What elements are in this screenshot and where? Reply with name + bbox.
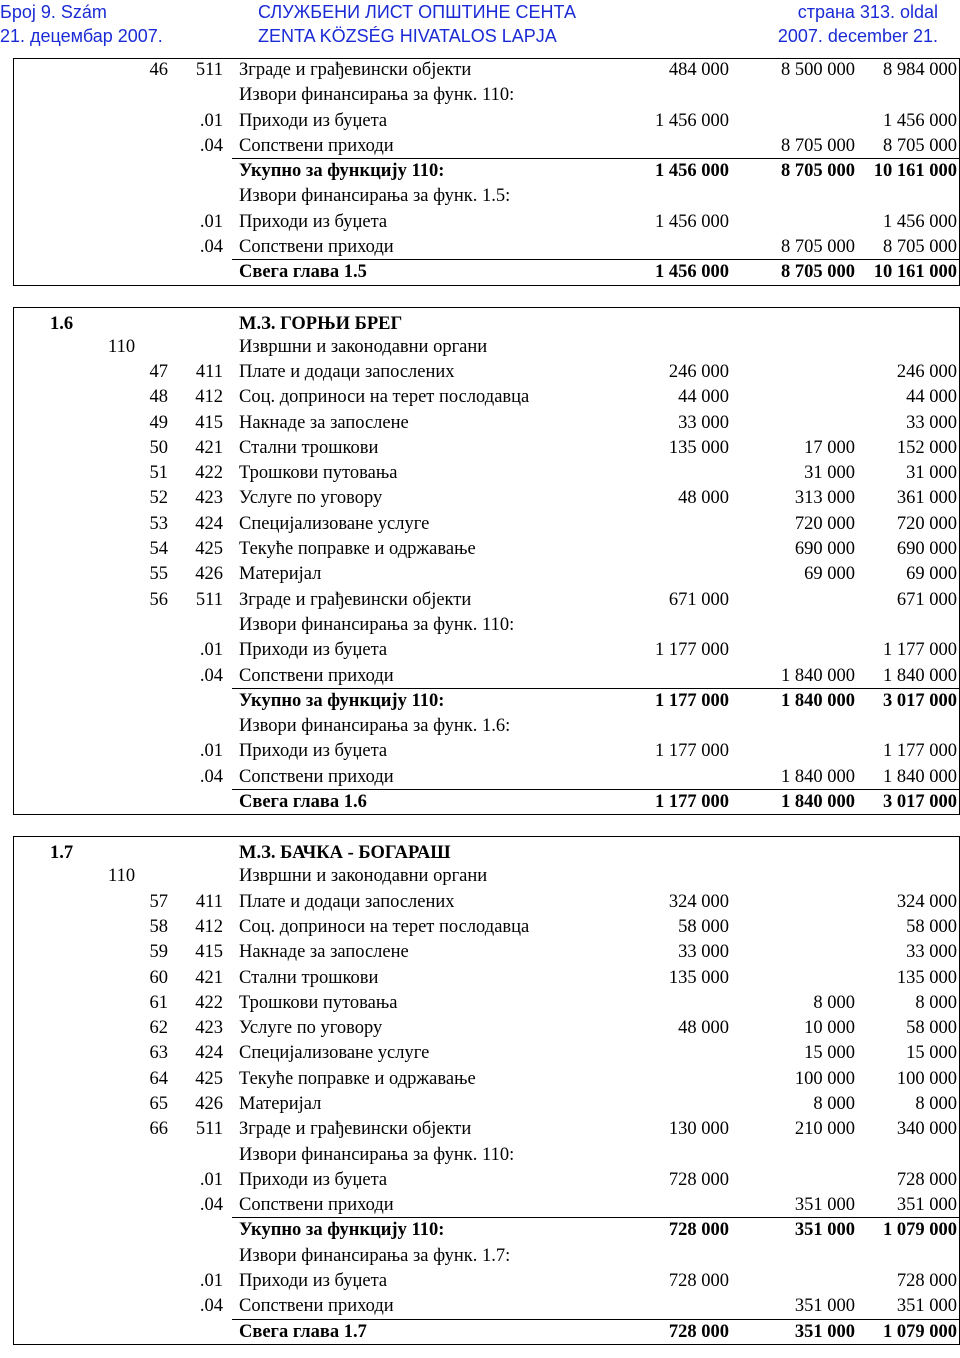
row-description: Текуће поправке и одржавање — [239, 1068, 476, 1089]
row-number: 48 — [149, 387, 168, 408]
own-revenue-value: 1 840 000 — [781, 665, 855, 686]
budget-value: 1 456 000 — [655, 161, 729, 182]
own-revenue-value: 1 840 000 — [781, 766, 855, 787]
row-description: Зграде и грађевински објекти — [239, 1119, 472, 1140]
budget-value: 1 177 000 — [655, 690, 729, 711]
date-hu: 2007. december 21. — [777, 26, 938, 46]
row-number: 52 — [149, 488, 168, 509]
function-code: 110 — [108, 866, 136, 887]
section-gap — [0, 286, 960, 307]
row-description: Извори финансирања за функ. 110: — [239, 1144, 515, 1165]
row-description: Сопствени приходи — [239, 766, 394, 787]
own-revenue-value: 8 500 000 — [781, 60, 855, 80]
row-description: Сопствени приходи — [239, 135, 394, 156]
economic-code: 511 — [195, 1119, 223, 1140]
row-description: Соц. доприноси на терет послодавца — [239, 387, 530, 408]
total-value: 135 000 — [896, 967, 957, 988]
table-frame — [13, 836, 960, 1345]
own-revenue-value: 10 000 — [804, 1018, 855, 1039]
section-title: М.З. ГОРЊИ БРЕГ — [239, 313, 403, 334]
economic-code: 425 — [195, 1068, 223, 1089]
budget-value: 48 000 — [678, 1018, 729, 1039]
economic-code: 421 — [195, 437, 223, 458]
section-title: М.З. БАЧКА - БОГАРАШ — [239, 843, 451, 864]
economic-code: 422 — [195, 992, 223, 1013]
economic-code: 425 — [195, 539, 223, 560]
total-value: 3 017 000 — [883, 792, 957, 813]
budget-value: 728 000 — [668, 1271, 729, 1292]
budget-value: 324 000 — [668, 891, 729, 912]
total-value: 1 177 000 — [883, 640, 957, 661]
row-description: Приходи из буџета — [239, 640, 388, 661]
total-value: 1 177 000 — [883, 741, 957, 762]
budget-value: 1 177 000 — [655, 792, 729, 813]
total-value: 3 017 000 — [883, 690, 957, 711]
row-number: 55 — [149, 564, 168, 585]
economic-code: .01 — [199, 640, 223, 661]
own-revenue-value: 31 000 — [804, 463, 855, 484]
economic-code: 511 — [195, 589, 223, 610]
economic-code: .04 — [199, 1195, 223, 1216]
budget-value: 1 456 000 — [655, 211, 729, 232]
economic-code: 426 — [195, 564, 223, 585]
row-number: 63 — [149, 1043, 168, 1064]
section-number: 1.6 — [50, 313, 74, 334]
own-revenue-value: 1 840 000 — [781, 690, 855, 711]
budget-value: 130 000 — [668, 1119, 729, 1140]
total-value: 10 161 000 — [873, 262, 957, 283]
row-number: 49 — [149, 412, 168, 433]
own-revenue-value: 690 000 — [794, 539, 855, 560]
budget-value: 246 000 — [668, 361, 729, 382]
total-value: 351 000 — [896, 1195, 957, 1216]
total-value: 15 000 — [906, 1043, 957, 1064]
economic-code: .04 — [199, 237, 223, 258]
total-value: 8 984 000 — [883, 60, 957, 80]
own-revenue-value: 8 705 000 — [781, 262, 855, 283]
row-description: Накнаде за запослене — [239, 412, 409, 433]
row-number: 59 — [149, 942, 168, 963]
row-description: Укупно за функцију 110: — [239, 161, 445, 182]
issue-number: Број 9. Szám — [0, 2, 107, 22]
row-description: Извори финансирања за функ. 110: — [239, 85, 515, 106]
row-number: 65 — [149, 1093, 168, 1114]
table-frame — [13, 307, 960, 815]
row-description: Услуге по уговору — [239, 1018, 383, 1039]
page-header — [0, 0, 960, 52]
economic-code: .01 — [199, 110, 223, 131]
budget-value: 44 000 — [678, 387, 729, 408]
budget-value: 135 000 — [668, 437, 729, 458]
economic-code: 426 — [195, 1093, 223, 1114]
budget-value: 728 000 — [668, 1321, 729, 1342]
budget-value: 1 456 000 — [655, 262, 729, 283]
total-value: 340 000 — [896, 1119, 957, 1140]
gazette-title-sr: СЛУЖБЕНИ ЛИСТ ОПШТИНЕ СЕНТА — [258, 2, 576, 22]
section-gap — [0, 815, 960, 836]
row-description: Текуће поправке и одржавање — [239, 539, 476, 560]
total-value: 720 000 — [896, 513, 957, 534]
total-value: 1 456 000 — [883, 211, 957, 232]
total-value: 1 840 000 — [883, 665, 957, 686]
total-value: 8 000 — [915, 1093, 957, 1114]
row-description: Извори финансирања за функ. 1.6: — [239, 716, 511, 737]
economic-code: .04 — [199, 1296, 223, 1317]
total-value: 1 079 000 — [883, 1321, 957, 1342]
total-value: 1 079 000 — [883, 1220, 957, 1241]
budget-table — [0, 58, 960, 1345]
page-number: страна 313. oldal — [797, 2, 938, 22]
economic-code: 412 — [195, 916, 223, 937]
row-description: Соц. доприноси на терет послодавца — [239, 916, 530, 937]
budget-value: 33 000 — [678, 412, 729, 433]
row-description: Сопствени приходи — [239, 237, 394, 258]
own-revenue-value: 8 000 — [813, 992, 855, 1013]
budget-value: 33 000 — [678, 942, 729, 963]
own-revenue-value: 1 840 000 — [781, 792, 855, 813]
budget-value: 135 000 — [668, 967, 729, 988]
own-revenue-value: 8 000 — [813, 1093, 855, 1114]
economic-code: .04 — [199, 665, 223, 686]
budget-value: 484 000 — [668, 60, 729, 80]
economic-code: 511 — [195, 60, 223, 80]
total-value: 728 000 — [896, 1271, 957, 1292]
row-description: Сопствени приходи — [239, 665, 394, 686]
row-description: Укупно за функцију 110: — [239, 690, 445, 711]
total-value: 100 000 — [896, 1068, 957, 1089]
row-description: Зграде и грађевински објекти — [239, 589, 472, 610]
budget-value: 48 000 — [678, 488, 729, 509]
economic-code: 415 — [195, 942, 223, 963]
row-description: Приходи из буџета — [239, 211, 388, 232]
row-description: Свега глава 1.7 — [239, 1321, 367, 1342]
economic-code: 415 — [195, 412, 223, 433]
total-value: 69 000 — [906, 564, 957, 585]
row-number: 60 — [149, 967, 168, 988]
row-number: 54 — [149, 539, 168, 560]
row-description: Сопствени приходи — [239, 1195, 394, 1216]
own-revenue-value: 100 000 — [794, 1068, 855, 1089]
economic-code: 422 — [195, 463, 223, 484]
economic-code: .01 — [199, 211, 223, 232]
own-revenue-value: 313 000 — [794, 488, 855, 509]
economic-code: .01 — [199, 1271, 223, 1292]
own-revenue-value: 351 000 — [794, 1195, 855, 1216]
own-revenue-value: 351 000 — [794, 1296, 855, 1317]
own-revenue-value: 17 000 — [804, 437, 855, 458]
row-description: Приходи из буџета — [239, 1169, 388, 1190]
total-value: 31 000 — [906, 463, 957, 484]
row-description: Материјал — [239, 1093, 322, 1114]
row-number: 66 — [149, 1119, 168, 1140]
total-value: 361 000 — [896, 488, 957, 509]
total-value: 1 456 000 — [883, 110, 957, 131]
own-revenue-value: 351 000 — [794, 1321, 855, 1342]
row-description: Зграде и грађевински објекти — [239, 60, 472, 80]
total-value: 33 000 — [906, 942, 957, 963]
total-value: 10 161 000 — [873, 161, 957, 182]
date-sr: 21. децембар 2007. — [0, 26, 163, 46]
budget-value: 1 456 000 — [655, 110, 729, 131]
function-title: Извршни и законодавни органи — [239, 866, 488, 887]
own-revenue-value: 720 000 — [794, 513, 855, 534]
row-description: Свега глава 1.6 — [239, 792, 367, 813]
row-number: 46 — [149, 60, 168, 80]
own-revenue-value: 8 705 000 — [781, 237, 855, 258]
row-number: 62 — [149, 1018, 168, 1039]
row-description: Извори финансирања за функ. 1.5: — [239, 186, 511, 207]
row-description: Приходи из буџета — [239, 110, 388, 131]
row-description: Специјализоване услуге — [239, 513, 430, 534]
own-revenue-value: 210 000 — [794, 1119, 855, 1140]
budget-value: 728 000 — [668, 1220, 729, 1241]
own-revenue-value: 69 000 — [804, 564, 855, 585]
economic-code: .01 — [199, 741, 223, 762]
own-revenue-value: 351 000 — [794, 1220, 855, 1241]
total-value: 246 000 — [896, 361, 957, 382]
row-description: Извори финансирања за функ. 110: — [239, 614, 515, 635]
table-frame — [13, 58, 960, 285]
row-description: Приходи из буџета — [239, 1271, 388, 1292]
row-description: Извори финансирања за функ. 1.7: — [239, 1245, 511, 1266]
row-number: 56 — [149, 589, 168, 610]
row-description: Накнаде за запослене — [239, 942, 409, 963]
row-description: Плате и додаци запослених — [239, 361, 455, 382]
economic-code: 412 — [195, 387, 223, 408]
function-code: 110 — [108, 336, 136, 357]
total-value: 152 000 — [896, 437, 957, 458]
row-description: Сопствени приходи — [239, 1296, 394, 1317]
row-description: Материјал — [239, 564, 322, 585]
row-number: 58 — [149, 916, 168, 937]
total-value: 324 000 — [896, 891, 957, 912]
own-revenue-value: 8 705 000 — [781, 135, 855, 156]
economic-code: 423 — [195, 488, 223, 509]
row-description: Трошкови путовања — [239, 463, 398, 484]
row-description: Услуге по уговору — [239, 488, 383, 509]
row-number: 61 — [149, 992, 168, 1013]
own-revenue-value: 8 705 000 — [781, 161, 855, 182]
row-description: Свега глава 1.5 — [239, 262, 367, 283]
row-description: Стални трошкови — [239, 967, 379, 988]
total-value: 58 000 — [906, 916, 957, 937]
total-value: 8 705 000 — [883, 237, 957, 258]
function-title: Извршни и законодавни органи — [239, 336, 488, 357]
row-number: 47 — [149, 361, 168, 382]
economic-code: 424 — [195, 513, 223, 534]
row-number: 53 — [149, 513, 168, 534]
total-value: 58 000 — [906, 1018, 957, 1039]
row-description: Специјализоване услуге — [239, 1043, 430, 1064]
row-number: 64 — [149, 1068, 168, 1089]
economic-code: .01 — [199, 1169, 223, 1190]
economic-code: 421 — [195, 967, 223, 988]
row-description: Стални трошкови — [239, 437, 379, 458]
row-number: 50 — [149, 437, 168, 458]
budget-value: 728 000 — [668, 1169, 729, 1190]
own-revenue-value: 15 000 — [804, 1043, 855, 1064]
economic-code: 424 — [195, 1043, 223, 1064]
economic-code: 411 — [195, 891, 223, 912]
row-number: 51 — [149, 463, 168, 484]
row-number: 57 — [149, 891, 168, 912]
section-number: 1.7 — [50, 843, 74, 864]
total-value: 8 000 — [915, 992, 957, 1013]
economic-code: 411 — [195, 361, 223, 382]
economic-code: .04 — [199, 766, 223, 787]
total-value: 351 000 — [896, 1296, 957, 1317]
budget-value: 1 177 000 — [655, 741, 729, 762]
economic-code: .04 — [199, 135, 223, 156]
row-description: Укупно за функцију 110: — [239, 1220, 445, 1241]
gazette-title-hu: ZENTA KÖZSÉG HIVATALOS LAPJA — [258, 26, 557, 46]
total-value: 690 000 — [896, 539, 957, 560]
budget-value: 1 177 000 — [655, 640, 729, 661]
row-description: Приходи из буџета — [239, 741, 388, 762]
row-description: Плате и додаци запослених — [239, 891, 455, 912]
budget-value: 671 000 — [668, 589, 729, 610]
budget-value: 58 000 — [678, 916, 729, 937]
economic-code: 423 — [195, 1018, 223, 1039]
total-value: 44 000 — [906, 387, 957, 408]
total-value: 33 000 — [906, 412, 957, 433]
total-value: 8 705 000 — [883, 135, 957, 156]
total-value: 1 840 000 — [883, 766, 957, 787]
total-value: 728 000 — [896, 1169, 957, 1190]
row-description: Трошкови путовања — [239, 992, 398, 1013]
total-value: 671 000 — [896, 589, 957, 610]
